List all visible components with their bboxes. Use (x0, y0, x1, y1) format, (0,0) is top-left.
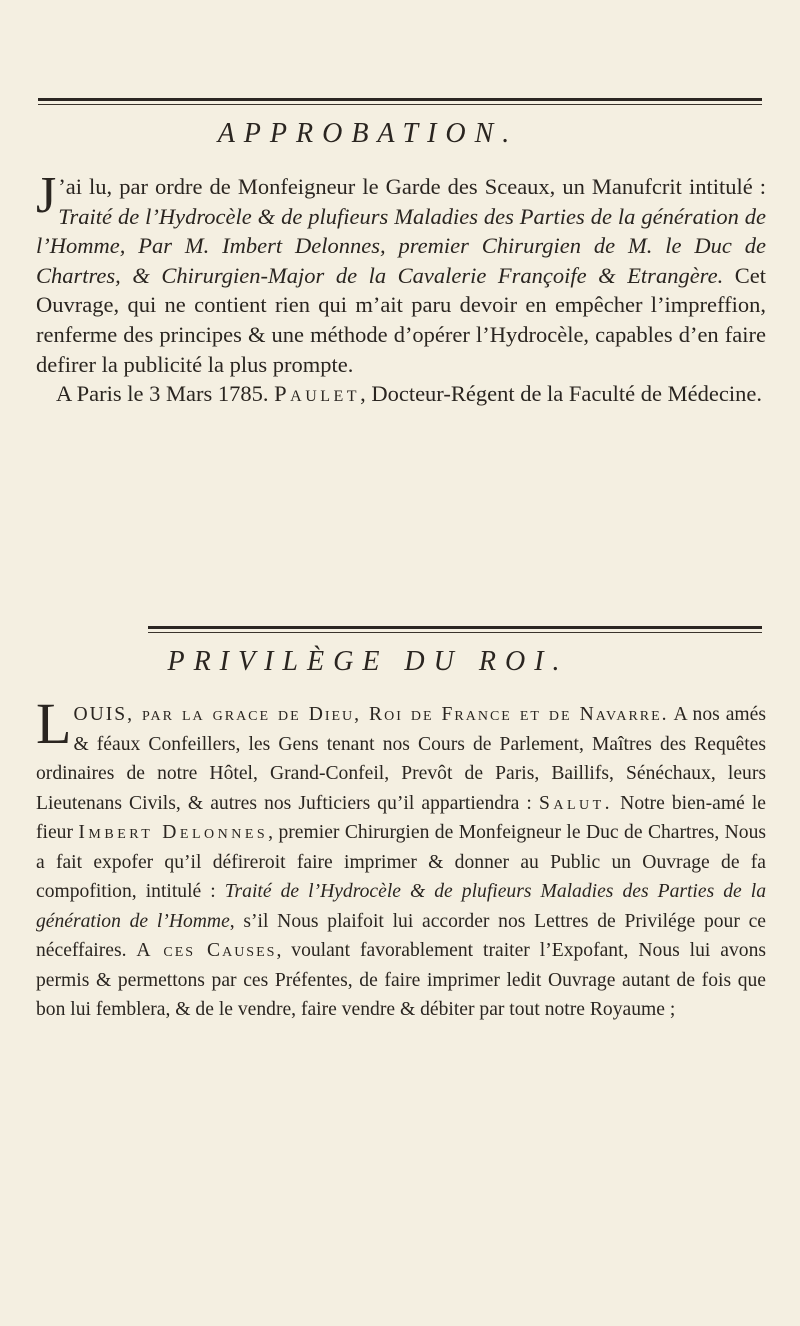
top-rule-thin (38, 104, 762, 105)
privilege-text-e: , voulant favorablement traiter l’Expofant, Nous lui avons permis & permettons par ces Préfentes, de faire imprimer ledit Ouvrage autant de fois que bon lui femblera, & de le vendre, faire vendre & débiter par tout notre Royaume ; (36, 940, 766, 1020)
privilege-text-a: A nos amés & féaux Confeillers, les Gens tenant nos Cours de Parlement, Maîtres des Requêtes ordinaires de notre Hôtel, Grand-Confeil, Prevôt de Paris, Baillifs, Sénéchaux, leurs Lieutenans Civils, & autres nos Jufticiers qu’il appartiendra : (36, 704, 766, 814)
top-rule (38, 98, 762, 101)
privilege-text-b: Notre bien-amé le fieur (36, 792, 767, 843)
privilege-dropcap: L (36, 691, 72, 756)
middle-rule (148, 626, 762, 629)
approbation-dropcap: J (36, 167, 57, 224)
privilege-king-title: OUIS, par la grace de Dieu, Roi de France et de Navarre. (73, 704, 669, 725)
privilege-heading: PRIVILÈGE DU ROI. (167, 646, 569, 677)
approbation-signer-title: , Docteur-Régent de la Faculté de Médecine. (360, 381, 762, 407)
approbation-date: A Paris le 3 Mars 1785. (56, 381, 269, 407)
approbation-text-b: Cet Ouvrage, qui ne contient rien qui m’ait paru devoir en empêcher l’impreffion, renferme des principes & une méthode d’opérer l’Hydrocèle, capables d’en faire defirer la publicité la plus prompte. (36, 262, 766, 377)
privilege-author: Imbert Delonnes (78, 822, 269, 843)
approbation-signature (36, 379, 766, 409)
privilege-causes: A ces Causes (136, 940, 277, 961)
privilege-text-d: , s’il Nous plaifoit lui accorder nos Lettres de Privilége pour ce néceffaires. (36, 910, 766, 961)
approbation-text-a: ’ai lu, par ordre de Monfeigneur le Garde des Sceaux, un Manufcrit intitulé : (58, 174, 766, 199)
privilege-salut: Salut. (538, 792, 614, 814)
middle-rule-thin (148, 632, 762, 633)
approbation-signer: Paulet (274, 381, 361, 407)
privilege-text-c: , premier Chirurgien de Monfeigneur le Duc de Chartres, Nous a fait expofer qu’il défireroit faire imprimer & donner au Public un Ouvrage de fa compofition, intitulé : (36, 822, 767, 902)
privilege-paragraph (36, 691, 767, 1025)
privilege-text (36, 691, 767, 1025)
approbation-paragraph (36, 167, 766, 379)
approbation-book-title: Traité de l’Hydrocèle & de plufieurs Maladies des Parties de la génération de l’Homme, Par M. Imbert Delonnes, premier Chirurgien de M. le Duc de Chartres, & Chirurgien-Major de la Cavalerie Françoife & Etrangère. (36, 203, 766, 288)
privilege-book-title: Traité de l’Hydrocèle & de plufieurs Maladies des Parties de la génération de l’Homme (36, 881, 766, 932)
approbation-heading: APPROBATION. (217, 118, 519, 149)
approbation-text (36, 167, 766, 409)
